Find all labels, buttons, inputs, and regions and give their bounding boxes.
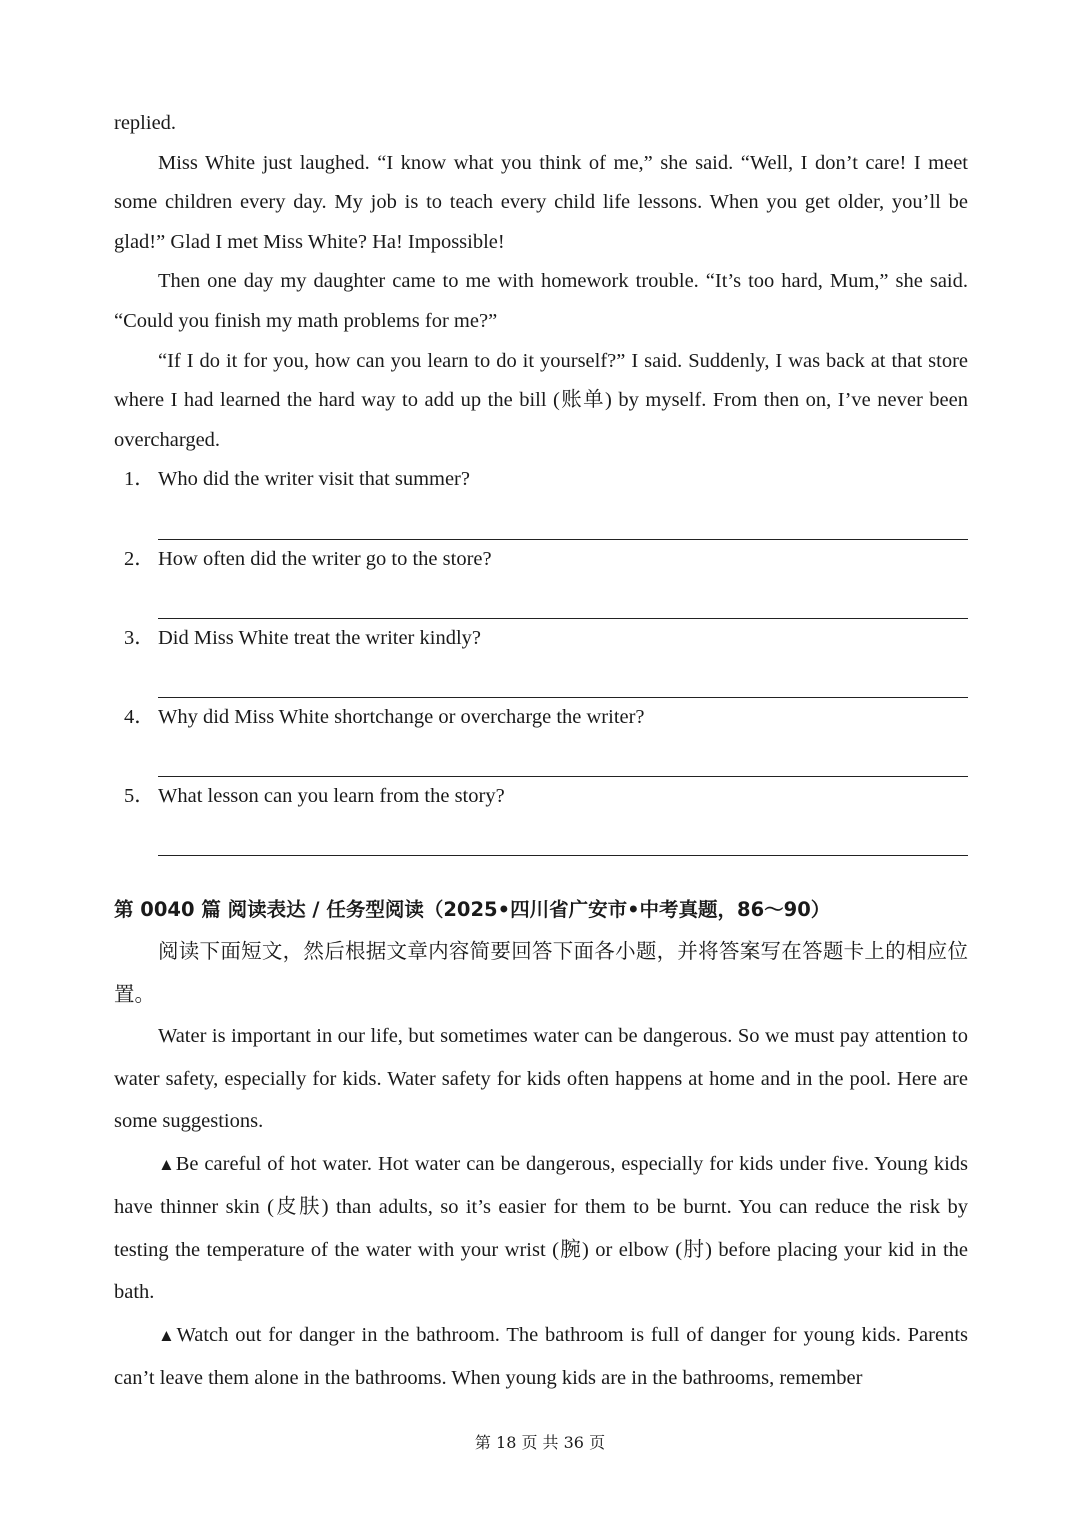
answer-blank[interactable] bbox=[158, 658, 968, 698]
passage-paragraph: ▲Watch out for danger in the bathroom. The bathroom is full of danger for young kids. Parents can’t leave them alone in the bathrooms. When young kids are in the bathrooms, remember bbox=[114, 1323, 969, 1390]
triangle-bullet-icon: ▲ bbox=[158, 1325, 177, 1345]
passage-paragraph: ▲Be careful of hot water. Hot water can be dangerous, especially for kids under five. Young kids have thinner skin (皮肤) than adults, so it’s easier for them to be burnt. You can reduce the risk by testing the temperature of the water with your wrist (腕) or elbow (肘) before placing your kid in the bath. bbox=[114, 1152, 969, 1304]
question-5 bbox=[114, 777, 968, 856]
page-content bbox=[114, 104, 968, 1400]
answer-blank[interactable] bbox=[158, 817, 968, 857]
passage-paragraph: Water is important in our life, but sometimes water can be dangerous. So we must pay attention to water safety, especially for kids. Water safety for kids often happens at home and in the pool. Here are some suggestions. bbox=[114, 1025, 968, 1133]
question-2 bbox=[114, 540, 968, 619]
question-1 bbox=[114, 460, 968, 539]
answer-blank[interactable] bbox=[158, 500, 968, 540]
question-text: Did Miss White treat the writer kindly? bbox=[158, 626, 481, 649]
question-number: 2． bbox=[124, 547, 155, 570]
triangle-bullet-icon: ▲ bbox=[158, 1154, 176, 1174]
question-text: What lesson can you learn from the story? bbox=[158, 785, 505, 808]
question-text: How often did the writer go to the store? bbox=[158, 547, 492, 570]
answer-blank[interactable] bbox=[158, 579, 968, 619]
question-4 bbox=[114, 698, 968, 777]
passage-paragraph: Then one day my daughter came to me with homework trouble. “It’s too hard, Mum,” she said. “Could you finish my math problems for me?” bbox=[114, 270, 968, 332]
question-number: 5． bbox=[124, 785, 155, 808]
question-3 bbox=[114, 619, 968, 698]
question-number: 1． bbox=[124, 468, 155, 491]
passage-line: replied. bbox=[114, 112, 177, 134]
section-instruction: 阅读下面短文，然后根据文章内容简要回答下面各小题，并将答案写在答题卡上的相应位置。 bbox=[114, 939, 968, 1006]
answer-blank[interactable] bbox=[158, 738, 968, 778]
section-heading: 第 0040 篇 阅读表达 / 任务型阅读（2025•四川省广安市•中考真题，86～90） bbox=[114, 898, 831, 922]
page-footer: 第 18 页 共 36 页 bbox=[474, 1433, 606, 1452]
passage-paragraph: Miss White just laughed. “I know what you think of me,” she said. “Well, I don’t care! I meet some children every day. My job is to teach every child life lessons. When you get older, you’ll be glad!” Glad I met Miss White? Ha! Impossible! bbox=[114, 151, 968, 253]
question-number: 3． bbox=[124, 626, 155, 649]
question-number: 4． bbox=[124, 705, 155, 728]
question-text: Why did Miss White shortchange or overcharge the writer? bbox=[158, 705, 645, 728]
question-text: Who did the writer visit that summer? bbox=[158, 468, 470, 491]
passage-paragraph: “If I do it for you, how can you learn to do it yourself?” I said. Suddenly, I was back at that store where I had learned the hard way to add up the bill (账单) by myself. From then on, I’ve never been overcharged. bbox=[114, 349, 968, 451]
